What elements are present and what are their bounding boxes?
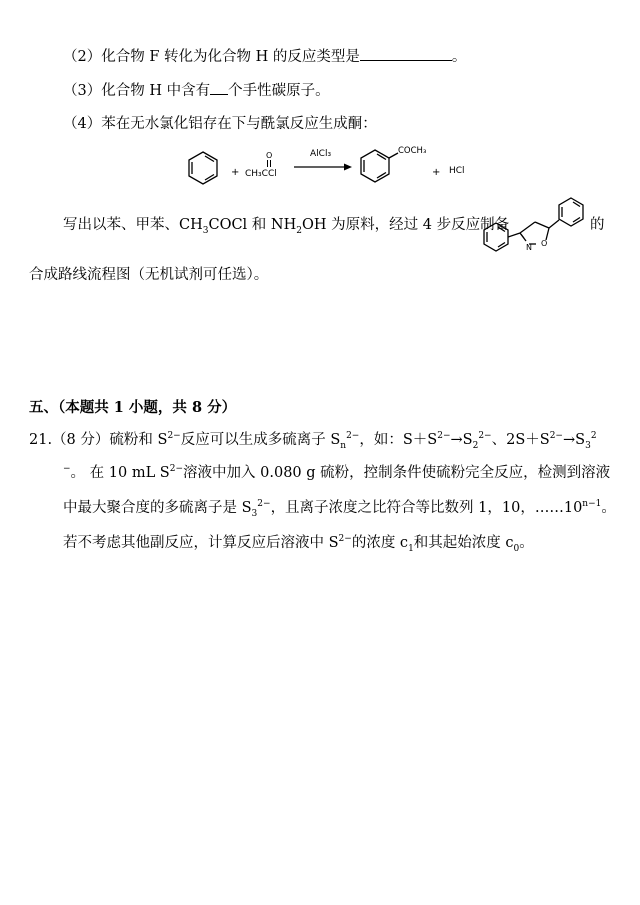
plus-sign: + bbox=[432, 167, 441, 178]
subscript: 1 bbox=[408, 543, 414, 554]
subscript: 2 bbox=[296, 225, 302, 236]
q21-text: 反应可以生成多硫离子 S bbox=[180, 432, 341, 448]
hcl-label: HCl bbox=[449, 166, 465, 176]
superscript: 2− bbox=[169, 464, 184, 475]
synthesis-text: OH 为原料，经过 4 步反应制备 bbox=[301, 217, 510, 233]
superscript: 2− bbox=[167, 431, 181, 442]
q21-text: 溶液中加入 0.080 g 硫粉，控制条件使硫粉完全反应，检测到溶液 bbox=[183, 465, 611, 481]
superscript: 2 bbox=[590, 431, 597, 442]
q21-text: 。 bbox=[519, 535, 534, 551]
subscript: 3 bbox=[202, 225, 209, 236]
q3-suffix: 个手性碳原子。 bbox=[228, 83, 330, 99]
synthesis-question bbox=[63, 215, 509, 235]
q21-text: 若不考虑其他副反应，计算反应后溶液中 S bbox=[63, 535, 339, 551]
q21-text: →S bbox=[562, 432, 586, 448]
section-title: 五、（本题共 1 小题，共 8 分） bbox=[29, 399, 237, 416]
synthesis-line-2 bbox=[29, 265, 268, 285]
question-21-line-3 bbox=[63, 498, 616, 518]
plus-sign: + bbox=[231, 167, 240, 178]
q21-text: 。 在 10 mL S bbox=[70, 465, 170, 481]
question-21-line-1 bbox=[29, 430, 597, 450]
subscript: 0 bbox=[513, 543, 520, 554]
superscript: n−1 bbox=[582, 499, 602, 510]
synthesis-text: 合成路线流程图（无机试剂可任选）。 bbox=[29, 267, 269, 283]
synthesis-line-end bbox=[590, 215, 605, 235]
q2-text: （2）化合物 F 转化为化合物 H 的反应类型是 bbox=[63, 49, 360, 65]
subscript: 3 bbox=[251, 508, 258, 519]
synthesis-text: 的 bbox=[590, 217, 605, 233]
superscript: − bbox=[63, 464, 71, 475]
oxygen-atom: O bbox=[541, 239, 548, 248]
reaction-scheme bbox=[0, 0, 640, 300]
catalyst-label: AlCl₃ bbox=[310, 149, 332, 159]
acetyl-chloride-formula: CH₃CCl bbox=[245, 169, 277, 179]
superscript: 2− bbox=[549, 431, 563, 442]
synthesis-text: COCl 和 NH bbox=[208, 217, 297, 233]
acetophenone-structure bbox=[361, 150, 398, 182]
acetyl-group-label: COCH₃ bbox=[398, 146, 427, 156]
q21-text: 。 bbox=[601, 500, 616, 516]
q21-text: ，且离子浓度之比符合等比数列 1，10，……10 bbox=[270, 500, 583, 516]
nitrogen-atom: N bbox=[526, 243, 532, 252]
subscript: 3 bbox=[585, 440, 591, 451]
q21-text: 21.（8 分）硫粉和 S bbox=[29, 432, 168, 448]
q2-suffix: 。 bbox=[451, 49, 467, 65]
q21-text: ，如：S＋S bbox=[359, 432, 438, 448]
q21-text: →S bbox=[450, 432, 473, 448]
q4-text: （4）苯在无水氯化铝存在下与酰氯反应生成酮： bbox=[63, 116, 377, 132]
benzene-structure bbox=[189, 152, 217, 184]
reaction-arrow bbox=[294, 164, 352, 171]
synthesis-text: 写出以苯、甲苯、CH bbox=[63, 217, 203, 233]
superscript: 2− bbox=[346, 431, 360, 442]
subscript: 2 bbox=[472, 440, 479, 451]
superscript: 2− bbox=[338, 534, 352, 545]
superscript: 2− bbox=[478, 431, 492, 442]
subscript: n bbox=[340, 440, 347, 451]
section-heading bbox=[29, 398, 236, 418]
q3-text: （3）化合物 H 中含有 bbox=[63, 83, 211, 99]
superscript: 2− bbox=[257, 499, 271, 510]
carbonyl-oxygen: O bbox=[266, 151, 273, 160]
question-21-line-4 bbox=[63, 533, 534, 553]
question-21-line-2 bbox=[63, 463, 610, 483]
double-bond-marks bbox=[268, 160, 271, 167]
q21-text: 中最大聚合度的多硫离子是 S bbox=[63, 500, 252, 516]
q21-text: 的浓度 c bbox=[351, 535, 409, 551]
superscript: 2− bbox=[437, 431, 451, 442]
q21-text: 、2S＋S bbox=[491, 432, 550, 448]
q21-text: 和其起始浓度 c bbox=[413, 535, 514, 551]
